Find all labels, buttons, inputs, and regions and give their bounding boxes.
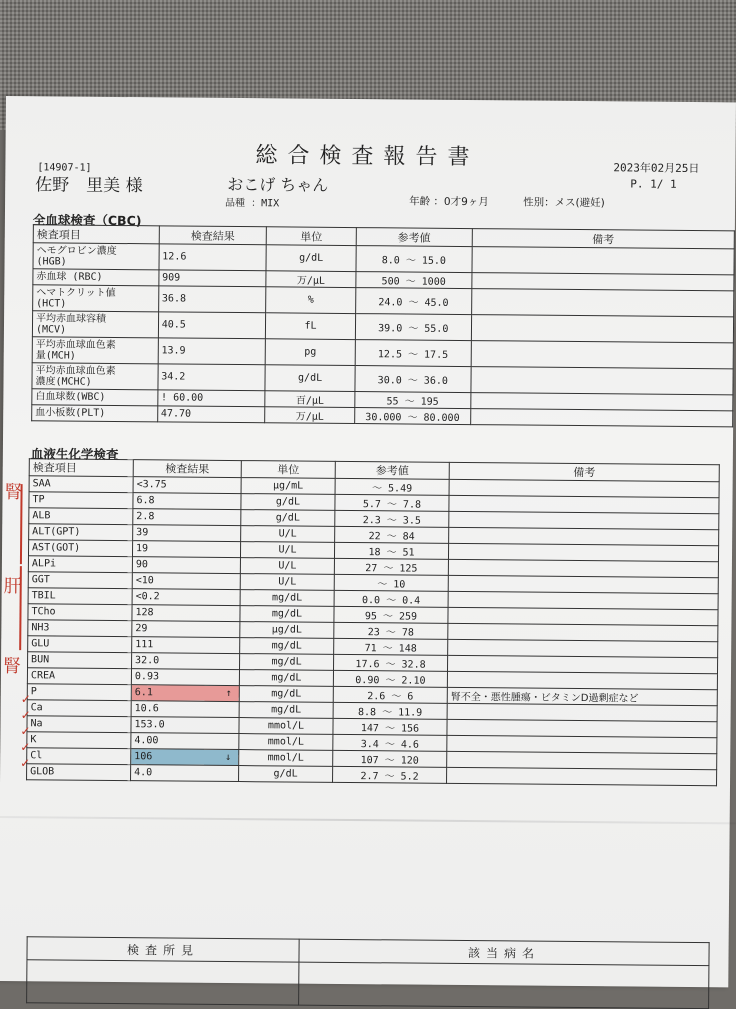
cbc-item: 血小板数(PLT): [32, 405, 158, 422]
chem-item: ALPi: [28, 556, 132, 573]
cbc-unit: 万/μL: [265, 407, 355, 424]
pet-age: 年齢 ：0才9ヶ月: [409, 195, 489, 209]
chem-ref: 147 ～ 156: [333, 718, 447, 735]
chem-item: SAA: [29, 476, 133, 493]
chem-ref: 107 ～ 120: [333, 750, 447, 767]
chem-result: [131, 765, 239, 782]
diagnosis-cell: [299, 962, 709, 1009]
chem-unit: mmol/L: [239, 718, 333, 735]
chem-unit: mg/dL: [239, 702, 333, 719]
page-number: P. 1/ 1: [630, 177, 677, 191]
check-mark-p: ✓: [20, 692, 31, 707]
chem-item: Cl: [27, 748, 131, 765]
cbc-header-result: 検査結果: [159, 226, 267, 245]
kidney-note-1: 腎: [4, 482, 23, 504]
cbc-unit: pg: [265, 339, 355, 366]
cbc-item: 赤血球 (RBC): [33, 269, 159, 286]
chem-unit: g/dL: [241, 494, 335, 511]
kidney-note-2: 腎: [2, 655, 22, 678]
cbc-item: ヘモグロビン濃度 (HGB): [33, 243, 159, 270]
chem-result: [132, 589, 240, 606]
chem-item: GGT: [28, 572, 132, 589]
chem-result: [133, 509, 241, 526]
arrow-up-icon: ↑: [225, 687, 232, 699]
chem-result-value: 4.0: [134, 767, 153, 779]
chem-unit: mmol/L: [239, 750, 333, 767]
chem-unit: mg/dL: [239, 686, 333, 703]
cbc-ref: 8.0 ～ 15.0: [356, 246, 472, 273]
chem-unit: μg/dL: [240, 622, 334, 639]
liver-note: 肝: [3, 575, 22, 598]
chem-item: BUN: [28, 652, 132, 669]
chem-item: K: [27, 732, 131, 749]
chem-item: P: [27, 684, 131, 701]
chem-result: [131, 733, 239, 750]
chem-item: NH3: [28, 620, 132, 637]
cbc-ref: 12.5 ～ 17.5: [355, 340, 471, 367]
chem-result-value: 153.0: [134, 719, 165, 731]
cbc-item: 平均赤血球容積 (MCV): [32, 311, 158, 338]
chem-note: 腎不全・悪性腫瘍・ビタミンD過剰症など: [447, 687, 717, 705]
chem-ref: 18 ～ 51: [334, 542, 448, 559]
chem-header-unit: 単位: [241, 461, 335, 479]
chem-result-value: 4.00: [134, 735, 159, 747]
cbc-result: ! 60.00: [158, 390, 266, 407]
cbc-unit: fL: [266, 313, 356, 340]
chem-unit: mg/dL: [240, 654, 334, 671]
chem-ref: 23 ～ 78: [334, 622, 448, 639]
chem-section-title: 血液生化学検査: [30, 446, 119, 462]
chem-result-value: <0.2: [135, 591, 160, 603]
chem-unit: U/L: [240, 542, 334, 559]
chem-item: Ca: [27, 700, 131, 717]
chem-unit: μg/mL: [241, 478, 335, 495]
chem-ref: ～ 5.49: [335, 478, 449, 495]
chem-ref: 2.7 ～ 5.2: [333, 766, 447, 783]
chem-item: ALT(GPT): [29, 524, 133, 541]
cbc-unit: g/dL: [265, 365, 355, 392]
chem-ref: 27 ～ 125: [334, 558, 448, 575]
chem-header-note: 備考: [449, 462, 719, 481]
chem-result: [132, 637, 240, 654]
chem-header-ref: 参考値: [335, 461, 449, 479]
cbc-unit: g/dL: [266, 245, 356, 272]
cbc-header-note: 備考: [472, 229, 734, 249]
chem-item: AST(GOT): [28, 540, 132, 557]
chem-item: TCho: [28, 604, 132, 621]
chem-unit: g/dL: [239, 766, 333, 783]
chem-result: [131, 685, 239, 702]
chem-result-value: 0.93: [134, 671, 160, 683]
check-mark-cl: ✓: [20, 756, 31, 771]
chem-ref: 3.4 ～ 4.6: [333, 734, 447, 751]
cbc-note: [470, 409, 732, 427]
chem-ref: 2.3 ～ 3.5: [335, 510, 449, 527]
chem-result-value: 6.8: [136, 495, 155, 507]
chem-unit: mg/dL: [240, 638, 334, 655]
chem-result-value: 90: [135, 559, 149, 571]
owner-name: 佐野 里美 様: [35, 175, 143, 197]
chem-result: [131, 701, 239, 718]
cbc-ref: 24.0 ～ 45.0: [355, 288, 471, 315]
cbc-result: 909: [159, 270, 267, 287]
cbc-ref: 55 ～ 195: [355, 392, 471, 409]
chem-unit: U/L: [240, 574, 334, 591]
chem-result: [132, 541, 240, 558]
report-date: 2023年02月25日: [613, 161, 700, 176]
cbc-ref: 500 ～ 1000: [356, 272, 472, 289]
chem-unit: U/L: [240, 558, 334, 575]
chem-ref: ～ 10: [334, 574, 448, 591]
cbc-note: [471, 341, 733, 369]
cbc-result: 40.5: [158, 312, 266, 339]
cbc-result: 34.2: [158, 364, 266, 391]
findings-table: [26, 936, 710, 1009]
cbc-note: [472, 247, 734, 275]
cbc-ref: 30.0 ～ 36.0: [355, 366, 471, 393]
cbc-header-ref: 参考値: [356, 228, 472, 247]
cbc-result: 13.9: [158, 338, 266, 365]
chem-result: [133, 493, 241, 510]
chem-header-item: 検査項目: [29, 459, 133, 477]
cbc-section-title: 全血球検査（CBC): [32, 212, 142, 229]
chem-result: [132, 557, 240, 574]
chem-ref: 5.7 ～ 7.8: [335, 494, 449, 511]
chem-result-value: 10.6: [134, 703, 159, 715]
findings-header: 検査所見: [27, 937, 299, 962]
chem-result: [133, 477, 241, 494]
chem-result-value: 111: [135, 639, 154, 651]
check-mark-ca: ✓: [20, 708, 31, 723]
chem-item: GLU: [28, 636, 132, 653]
chem-note: [447, 767, 717, 785]
chem-header-result: 検査結果: [133, 460, 241, 478]
chem-ref: 2.6 ～ 6: [333, 686, 447, 703]
chem-result-value: 39: [136, 527, 149, 539]
chem-unit: g/dL: [241, 510, 335, 527]
chem-result: [133, 525, 241, 542]
cbc-result: 47.70: [157, 406, 265, 423]
chem-result: [131, 749, 239, 766]
chem-ref: 71 ～ 148: [334, 638, 448, 655]
chem-unit: mg/dL: [240, 590, 334, 607]
chem-result: [131, 669, 239, 686]
chem-ref: 95 ～ 259: [334, 606, 448, 623]
chem-table: [26, 458, 720, 786]
pet-breed: 品種 ：MIX: [225, 197, 280, 210]
chem-item: ALB: [29, 508, 133, 525]
cbc-header-item: 検査項目: [33, 225, 159, 244]
chem-item: Na: [27, 716, 131, 733]
chem-ref: 17.6 ～ 32.8: [334, 654, 448, 671]
report-sheet: [0, 96, 736, 987]
chem-result-value: 128: [135, 607, 154, 619]
cbc-item: 白血球数(WBC): [32, 389, 158, 406]
chem-item: TP: [29, 492, 133, 509]
chem-result-value: 32.0: [135, 655, 160, 667]
chem-item: GLOB: [27, 764, 131, 781]
chem-ref: 0.0 ～ 0.4: [334, 590, 448, 607]
pet-name: おこげ ちゃん: [227, 174, 329, 195]
cbc-unit: 百/μL: [265, 391, 355, 408]
chem-unit: mg/dL: [240, 606, 334, 623]
arrow-down-icon: ↓: [225, 751, 232, 763]
chem-result: [132, 605, 240, 622]
patient-id: [14907-1]: [37, 162, 92, 174]
chem-result: [131, 717, 239, 734]
findings-cell: [27, 960, 299, 1005]
cbc-item: 平均赤血球血色素 濃度(MCHC): [32, 363, 158, 390]
chem-result: [132, 621, 240, 638]
check-mark-na: ✓: [20, 724, 31, 739]
chem-result-value: <10: [135, 575, 154, 587]
chem-unit: mmol/L: [239, 734, 333, 751]
paper-fold: [0, 816, 736, 824]
chem-ref: 22 ～ 84: [335, 526, 449, 543]
chem-unit: mg/dL: [239, 670, 333, 687]
cbc-note: [471, 367, 733, 395]
chem-item: CREA: [27, 668, 131, 685]
cbc-result: 36.8: [158, 286, 266, 313]
cbc-header-unit: 単位: [266, 227, 356, 246]
chem-result-value: 6.1: [134, 687, 153, 699]
chem-result-value: 106: [134, 751, 153, 763]
check-mark-k: ✓: [20, 740, 31, 755]
cbc-table: [31, 224, 735, 427]
chem-result-value: 19: [136, 543, 149, 555]
chem-unit: U/L: [241, 526, 335, 543]
chem-result-value: <3.75: [136, 479, 167, 491]
chem-ref: 0.90 ～ 2.10: [333, 670, 447, 687]
cbc-unit: 万/μL: [266, 271, 356, 288]
cbc-ref: 30.000 ～ 80.000: [354, 408, 470, 425]
cbc-ref: 39.0 ～ 55.0: [355, 314, 471, 341]
cbc-note: [471, 315, 733, 343]
chem-result-value: 29: [135, 623, 148, 635]
chem-result: [132, 573, 240, 590]
cbc-result: 12.6: [159, 244, 267, 271]
chem-ref: 8.8 ～ 11.9: [333, 702, 447, 719]
cbc-unit: %: [266, 287, 356, 314]
cbc-item: ヘマトクリット値 (HCT): [33, 285, 159, 312]
chem-item: TBIL: [28, 588, 132, 605]
cbc-note: [471, 289, 733, 317]
cbc-item: 平均赤血球血色素 量(MCH): [32, 337, 158, 364]
report-title: 総合検査報告書: [255, 143, 480, 171]
diagnosis-header: 該当病名: [299, 939, 709, 966]
pet-sex: 性別：メス(避妊): [523, 196, 605, 210]
chem-result: [132, 653, 240, 670]
chem-result-value: 2.8: [136, 511, 155, 523]
